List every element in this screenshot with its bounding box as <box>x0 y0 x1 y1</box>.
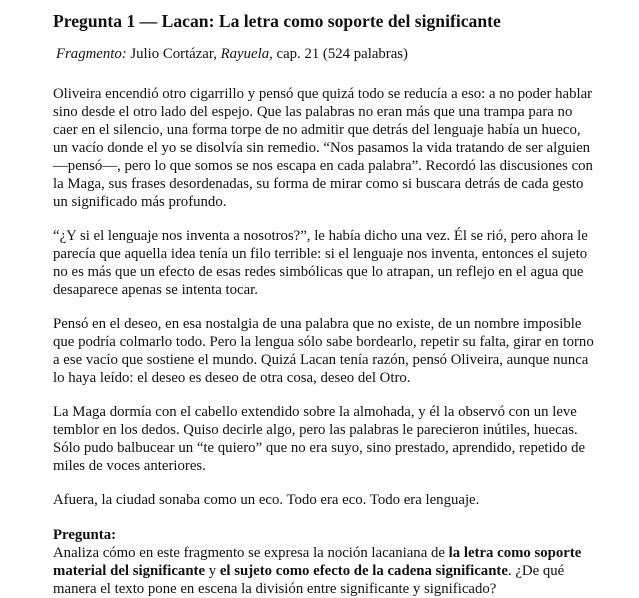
text-line: temblor en los dedos. Quiso decirle algo, pero las palabras le parecieron inútiles, huecas. <box>53 422 578 438</box>
fragment-label: Fragmento: <box>56 46 127 62</box>
text-line: un significado más profundo. <box>53 194 227 210</box>
text-line: la Maga, sus frases desordenadas, su forma de mirar como si buscara detrás de cada gesto <box>53 176 584 192</box>
fragment-work: Rayuela <box>220 46 270 62</box>
text-line: Sólo pudo balbucear un “te quiero” que no era suyo, sino prestado, aprendido, repetido de <box>53 440 586 456</box>
text-line: La Maga dormía con el cabello extendido sobre la almohada, y él la observó con un leve <box>53 404 577 420</box>
question-line-1 <box>53 544 609 562</box>
paragraph-4 <box>53 403 609 475</box>
question-text-segment: y <box>205 563 220 579</box>
text-line: Oliveira encendió otro cigarrillo y pensó que quizá todo se reducía a eso: a no poder hablar <box>53 86 593 102</box>
text-line: lo haya leído: el deseo es deseo de otra cosa, deseo del Otro. <box>53 370 411 386</box>
question-line-3: manera el texto pone en escena la división entre significante y significado? <box>53 581 497 597</box>
text-line: un vacío donde el yo se disolvía sin remedio. “Nos pasamos la vida tratando de ser alguien <box>53 140 591 156</box>
fragment-chapter: , cap. 21 (524 palabras) <box>269 46 408 62</box>
text-line: desaparece apenas se intenta tocar. <box>53 282 258 298</box>
question-text <box>53 544 609 598</box>
question-emphasis: la letra como soporte <box>448 545 582 561</box>
question-emphasis: el sujeto como efecto de la cadena significante <box>219 563 508 579</box>
text-line: —pensó—, pero lo que somos se nos escapa en cada palabra”. Recordó las discusiones con <box>53 158 593 174</box>
text-line: miles de voces anteriores. <box>53 458 206 474</box>
question-text-segment: Analiza cómo en este fragmento se expresa la noción lacaniana de <box>53 545 449 561</box>
fragment-author: Julio Cortázar, <box>130 46 217 62</box>
question-emphasis: material del significante <box>53 563 206 579</box>
paragraph-5 <box>53 491 609 509</box>
paragraph-3 <box>53 315 609 387</box>
text-line: que podría colmarlo todo. Pero la lengua sólo sabe bordearlo, repetir su falta, girar en torno <box>53 334 594 350</box>
text-line: sino desde el otro lado del espejo. Que las palabras no eran más que una trampa para no <box>53 104 573 120</box>
question-line-2 <box>53 562 609 580</box>
text-line: no es más que un efecto de esas redes simbólicas que lo atrapan, un reflejo en el agua que <box>53 264 584 280</box>
text-line: Afuera, la ciudad sonaba como un eco. Todo era eco. Todo era lenguaje. <box>53 492 480 508</box>
page-title: Pregunta 1 — Lacan: La letra como soporte del significante <box>53 11 501 31</box>
text-line: “¿Y si el lenguaje nos inventa a nosotros?”, le había dicho una vez. Él se rió, pero ahora le <box>53 228 588 244</box>
text-line: parecía que aquella idea tenía un filo terrible: si el lenguaje nos inventa, entonces el sujeto <box>53 246 588 262</box>
text-line: Pensó en el deseo, en esa nostalgia de una palabra que no existe, de un nombre imposible <box>53 316 582 332</box>
text-line: caer en el silencio, una forma torpe de no admitir que detrás del lenguaje había un hueco, <box>53 122 581 138</box>
fragment-source <box>56 45 609 63</box>
question-text-segment: . ¿De qué <box>507 563 565 579</box>
question-label: Pregunta: <box>53 527 117 543</box>
text-line: a ese vacío que sostiene el mundo. Quizá Lacan tenía razón, pensó Oliveira, aunque nunca <box>53 352 589 368</box>
paragraph-1 <box>53 85 609 211</box>
paragraph-2 <box>53 227 609 299</box>
